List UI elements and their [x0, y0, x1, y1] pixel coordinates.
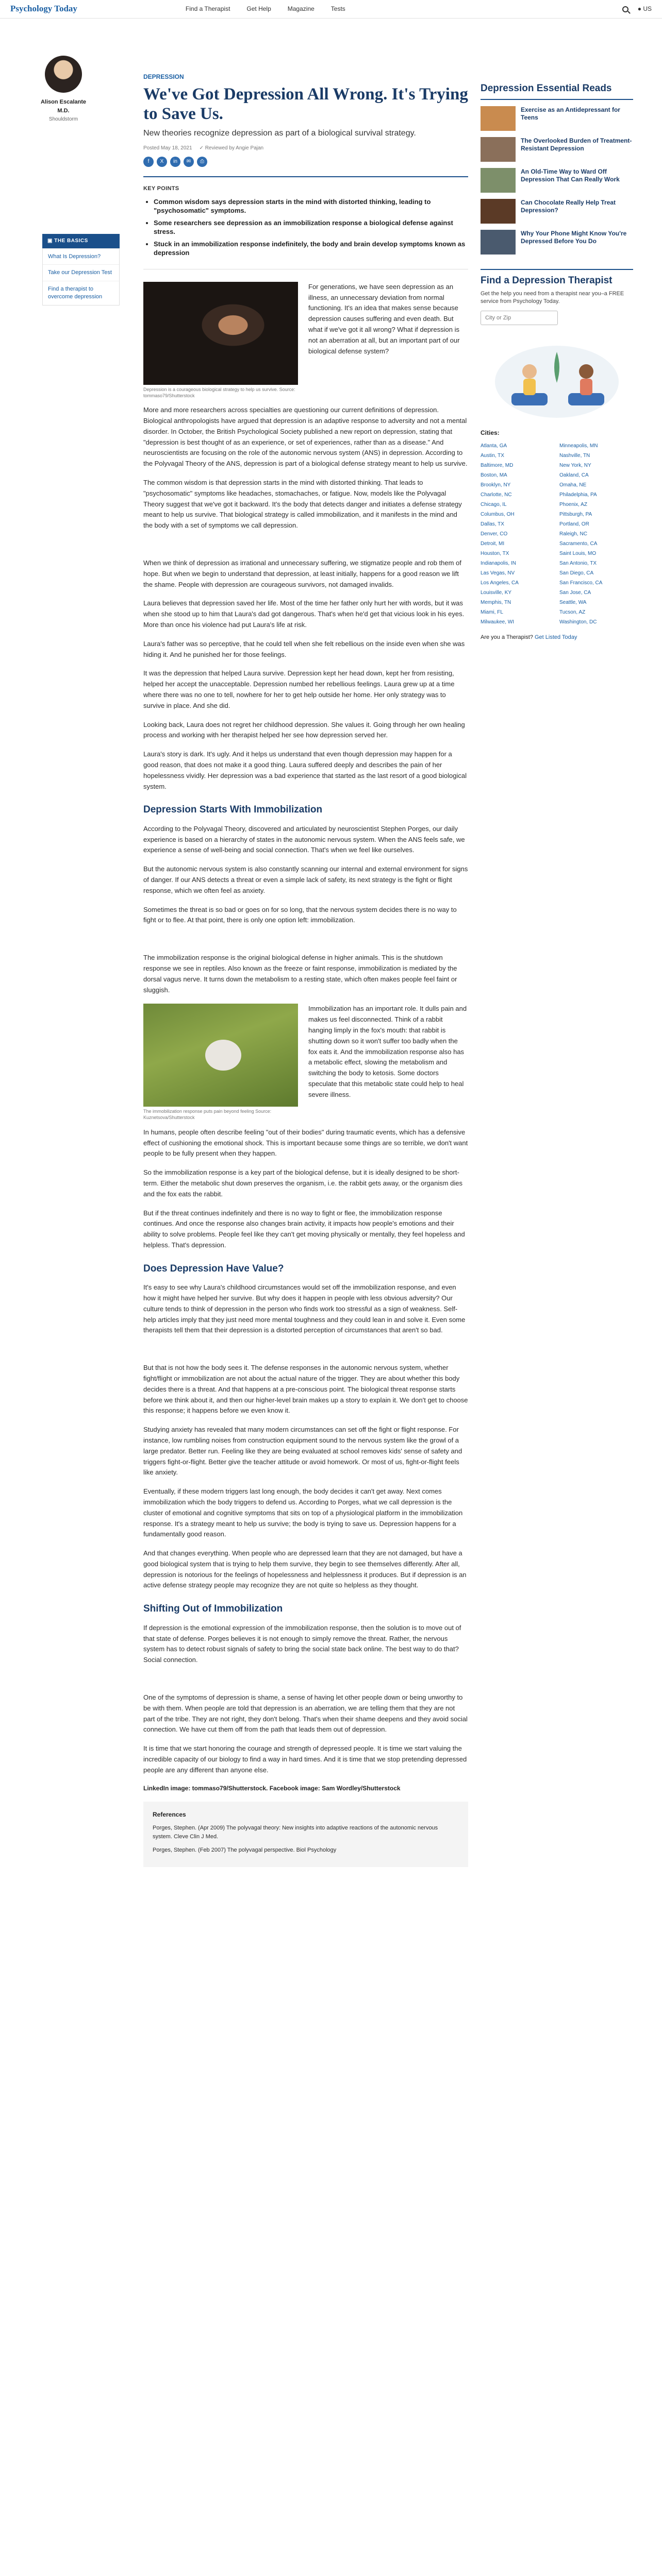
city-link[interactable]: New York, NY	[559, 462, 591, 468]
paragraph: Laura's father was so perceptive, that he could tell when she felt rebellious on the inside even when she was hiding it. And he punished her for those feelings.	[143, 639, 465, 658]
city-zip-input[interactable]	[481, 311, 558, 325]
essential-read-title[interactable]: Exercise as an Antidepressant for Teens	[521, 106, 620, 122]
essential-read-item[interactable]	[481, 230, 633, 255]
basics-links	[42, 248, 120, 306]
paragraph: And that changes everything. When people who are depressed learn that they are not damaged, but have a good biological system that is trying to help them survive, they begin to see themselves differently. After all, depression is notorious for the feelings of hopelessness and helplessness it produces. But if depression is an active defense strategy people may recognize they are not quite so helpless as they thought.	[143, 1549, 467, 1589]
thumbnail-image[interactable]	[481, 168, 516, 193]
paragraph: Immobilization has an important role. It dulls pain and makes us feel disconnected. Think of a rabbit hanging limply in the fox's mouth: that rabbit is shutting down so it won't suffer too badly when the fox eats it. And the immobilization response also has a metabolic effect, slowing the metabolism and switching the body to ketosis. Some doctors speculate that this metabolic state could help to heal severe illness.	[308, 1005, 467, 1098]
sidebar	[481, 82, 633, 642]
city-link[interactable]: Oakland, CA	[559, 472, 589, 478]
section-heading: Does Depression Have Value?	[143, 1263, 284, 1274]
city-link[interactable]: Washington, DC	[559, 619, 597, 625]
city-link[interactable]: Nashville, TN	[559, 452, 590, 459]
main-nav	[186, 4, 345, 14]
city-link[interactable]: Austin, TX	[481, 452, 504, 459]
top-right-controls	[622, 4, 652, 14]
city-link[interactable]: Omaha, NE	[559, 482, 587, 488]
paragraph: It is time that we start honoring the courage and strength of depressed people. It is time we start valuing the incredible capacity of our biology to find a way in hard times. And it is time that we stop pretending depressed people are any different than anyone else.	[143, 1744, 467, 1774]
essential-read-title[interactable]: An Old-Time Way to Ward Off Depression That Can Really Work	[521, 167, 620, 183]
paragraph: One of the symptoms of depression is shame, a sense of having let other people down or being unworthy to be with them. When people are told that depression is an aberration, we are telling them that they are not part of the tribe. They are not right, they don't belong. That's when their shame deepens and they avoid social connection. We have cut them off from the path that leads them out of depression.	[143, 1693, 468, 1734]
author-avatar[interactable]	[45, 56, 82, 93]
section-heading: Depression Starts With Immobilization	[143, 804, 323, 816]
city-link[interactable]: Phoenix, AZ	[559, 501, 587, 507]
basics-link-therapist[interactable]: Find a therapist to overcome depression	[43, 281, 119, 305]
paragraph: Laura believes that depression saved her life. Most of the time her father only hurt her with words, but it was when she stood up to him that Laura's dad got dangerous. That's when he'd get that vicious look in his eyes. More than once his violence had put Laura's life at risk.	[143, 599, 465, 629]
city-link[interactable]: Portland, OR	[559, 521, 589, 527]
linkedin-icon[interactable]: in	[170, 157, 180, 167]
nav-tests[interactable]: Tests	[330, 5, 345, 13]
city-link[interactable]: Atlanta, GA	[481, 443, 507, 449]
essential-read-item[interactable]	[481, 137, 633, 162]
city-link[interactable]: Saint Louis, MO	[559, 550, 597, 556]
paragraph: More and more researchers across specialties are questioning our current definitions of depression. Biological anthropologists have argued that depression is an adaptive response to adversity and not a mental disorder. In October, the British Psychological Society published a new report on depression, stating that "depression is best thought of as an experience, or set of experiences, rather than as a disease." And neuroscientists are focusing on the role of the autonomic nervous system (ANS) in depression. According to the Polyvagal Theory of the ANS, depression is part of a biological defense strategy meant to help us survive.	[143, 406, 468, 468]
therapist-cta-question: Are you a Therapist?	[481, 634, 533, 640]
check-icon: ✓	[199, 145, 204, 151]
article-title: We've Got Depression All Wrong. It's Trying to Save Us.	[143, 84, 468, 123]
city-link[interactable]: Denver, CO	[481, 531, 508, 537]
essential-read-item[interactable]	[481, 106, 633, 131]
key-point: • Some researchers see depression as an immobilization response a biological defense against stress.	[154, 218, 468, 236]
find-therapist-box	[481, 269, 633, 642]
find-therapist-description: Get the help you need from a therapist near you–a FREE service from Psychology Today.	[481, 290, 624, 304]
woman-portrait-image[interactable]	[143, 282, 298, 385]
city-link[interactable]: Detroit, MI	[481, 540, 505, 547]
basics-box	[42, 234, 120, 306]
paragraph: If depression is the emotional expression of the immobilization response, then the solution is to move out of that state of defense. Porges believes it is not enough to simply remove the threat. Rather, the nervous system has to detect robust signals of safety to bring the social state back online. The best way to do that? Social connection.	[143, 1623, 461, 1664]
city-link[interactable]: Baltimore, MD	[481, 462, 514, 468]
paragraph: Studying anxiety has revealed that many modern circumstances can set off the fight or flight response. For instance, low rumbling noises from construction equipment sound to the nervous system like the growl of a large predator. Better run. Feeling like they are being evaluated at school removes kids' sense of safety and triggers fight-or-flight. Better give the teacher attitude or avoid homework. Or most of us, fight-or-flight feels like anxiety.	[143, 1426, 462, 1477]
figure-rabbit	[143, 1004, 298, 1121]
essential-read-item[interactable]	[481, 168, 633, 193]
figure-woman	[143, 282, 298, 399]
essential-read-title[interactable]: Can Chocolate Really Help Treat Depression?	[521, 198, 616, 214]
nav-magazine[interactable]: Magazine	[287, 5, 315, 13]
paragraph: According to the Polyvagal Theory, discovered and articulated by neuroscientist Stephen Porges, our daily experience is based on a hierarchy of states in the autonomic nervous system. When the ANS feels safe, we experience a sense of well-being and social connection. That's when we feel like ourselves.	[143, 824, 465, 854]
city-link[interactable]: Columbus, OH	[481, 511, 515, 517]
city-link[interactable]: Milwaukee, WI	[481, 619, 515, 625]
city-link[interactable]: Charlotte, NC	[481, 492, 512, 498]
references-heading: References	[153, 1811, 186, 1819]
paragraph: In humans, people often describe feeling "out of their bodies" during traumatic events, which has a defensive effect of cushioning the emotional shock. This is important because some things are so terrible, we don't want people to be fully present when they happen.	[143, 1128, 468, 1158]
search-icon[interactable]	[622, 6, 628, 12]
city-link[interactable]: Chicago, IL	[481, 501, 507, 507]
cities-heading: Cities:	[481, 429, 500, 437]
city-link[interactable]: Louisville, KY	[481, 589, 512, 596]
paragraph: It's easy to see why Laura's childhood circumstances would set off the immobilization response, and even how it might have helped her survive. But why does it happen in people with less obvious adversity? Our culture tends to think of depression in the person who finds work too stressful as a sign of weakness. Self-help articles imply that they just need more mental toughness and they could lean in and solve it. Even some therapists tell them that their depression is a distorted perception of circumstances that aren't so bad.	[143, 1283, 466, 1334]
paragraph: But if the threat continues indefinitely and there is no way to fight or flee, the immobilization response continues. And once the response also changes brain activity, it impacts how people's emotions and their ability to solve problems. People feel like they can't get moving physically or mentally, they feel hopeless and helpless. That's depression.	[143, 1209, 465, 1249]
figure-caption: Depression is a courageous biological strategy to help us survive. Source: tommaso79/Shutterstock	[143, 386, 295, 398]
city-link[interactable]: Minneapolis, MN	[559, 443, 598, 449]
review-byline	[200, 144, 264, 152]
essential-read-item[interactable]	[481, 199, 633, 224]
article-subtitle: New theories recognize depression as part of a biological survival strategy.	[143, 129, 416, 138]
find-therapist-title: Find a Depression Therapist	[481, 275, 613, 286]
key-point: • Stuck in an immobilization response indefinitely, the body and brain develop symptoms known as depression	[154, 240, 468, 258]
key-points	[143, 176, 468, 269]
therapy-illustration	[481, 331, 633, 422]
city-link[interactable]: San Jose, CA	[559, 589, 591, 596]
book-icon: ▣	[47, 238, 53, 244]
thumbnail-image[interactable]	[481, 230, 516, 255]
top-navigation	[0, 0, 662, 19]
email-icon[interactable]: ✉	[184, 157, 194, 167]
image-credits: LinkedIn image: tommaso79/Shutterstock. Facebook image: Sam Wordley/Shutterstock	[143, 1785, 401, 1792]
reference-item: Porges, Stephen. (Apr 2009) The polyvagal theory: New insights into adaptive reactions of the autonomic nervous system. Cleve Clin J Med.	[153, 1824, 438, 1840]
facebook-icon[interactable]: f	[143, 157, 154, 167]
paragraph: For generations, we have seen depression as an illness, an unnecessary deviation from normal functioning. It's an idea that makes sense because depression causes suffering and even death. But what if we've got it all wrong? What if depression is not an aberration at all, but an important part of our biological defense system?	[308, 282, 460, 355]
basics-heading-label: THE BASICS	[54, 238, 88, 244]
city-link[interactable]: Memphis, TN	[481, 599, 511, 605]
thumbnail-image[interactable]	[481, 199, 516, 224]
city-link[interactable]: Miami, FL	[481, 609, 503, 615]
article-category[interactable]: DEPRESSION	[143, 73, 184, 80]
references	[143, 1802, 468, 1867]
city-link[interactable]: Dallas, TX	[481, 521, 504, 527]
therapy-illustration-svg	[481, 331, 633, 422]
paragraph: When we think of depression as irrational and unnecessary suffering, we stigmatize people and rob them of hope. But when we begin to understand that depression, at least initially, happens for a good reason we lift the shame. People with depression are courageous survivors, not damaged invalids.	[143, 559, 461, 588]
paragraph: Sometimes the threat is so bad or goes on for so long, that the nervous system decides there is no way to fight or to flee. At that point, there is only one option left: immobilization.	[143, 905, 457, 924]
city-link[interactable]: Pittsburgh, PA	[559, 511, 592, 517]
author-name[interactable]: Alison Escalante M.D.	[40, 99, 87, 114]
city-link[interactable]: Seattle, WA	[559, 599, 587, 605]
nav-find-therapist[interactable]: Find a Therapist	[185, 5, 230, 13]
share-bar	[143, 157, 468, 167]
city-link[interactable]: Indianapolis, IN	[481, 560, 516, 566]
key-points-heading: KEY POINTS	[143, 185, 179, 192]
key-point: • Common wisdom says depression starts in the mind with distorted thinking, leading to "psychosomatic" symptoms.	[154, 197, 468, 215]
city-link[interactable]: Raleigh, NC	[559, 531, 587, 537]
paragraph: The immobilization response is the original biological defense in higher animals. This is the shutdown response we see in reptiles. Also known as the freeze or faint response, immobilization is mediated by the dorsal vagus nerve. It turns down the metabolism to a resting state, which often makes people feel faint or sluggish.	[143, 954, 457, 994]
flag-icon: ●	[637, 5, 641, 13]
rabbit-image[interactable]	[143, 1004, 298, 1107]
author-blog[interactable]: Shouldstorm	[48, 116, 78, 123]
x-icon[interactable]: X	[157, 157, 167, 167]
city-links	[481, 441, 633, 627]
paragraph: Looking back, Laura does not regret her childhood depression. She values it. Going through her own healing process and working with her therapist helped her see how depression served her.	[143, 720, 465, 739]
essential-read-title[interactable]: Why Your Phone Might Know You're Depressed Before You Do	[521, 229, 627, 245]
region-selector[interactable]	[638, 4, 652, 14]
basics-heading	[42, 234, 120, 248]
city-link[interactable]: Brooklyn, NY	[481, 482, 511, 488]
essential-read-title[interactable]: The Overlooked Burden of Treatment-Resistant Depression	[521, 137, 632, 152]
paragraph: It was the depression that helped Laura survive. Depression kept her head down, kept her from resisting, helped her accept the unacceptable. Depression numbed her rebellious feelings. Laura grew up at a time where there was no one to tell, nowhere for her to get help outside her home. Her only strategy was to survive in place. And she did.	[143, 669, 455, 709]
article-meta	[143, 144, 468, 152]
article	[143, 72, 468, 1867]
figure-caption: The immobilization response puts pain beyond feeling Source: Kuznetsova/Shutterstock	[143, 1109, 272, 1121]
section-heading: Shifting Out of Immobilization	[143, 1603, 283, 1615]
paragraph: Laura's story is dark. It's ugly. And it helps us understand that even though depression may happen for a good reason, that does not make it a good thing. Laura suffered deeply and describes the pain of her hopelessness vividly. Her depression was a bad experience that started as the last resort of a good biological system.	[143, 750, 467, 790]
paragraph: The common wisdom is that depression starts in the mind with distorted thinking. That leads to "psychosomatic" symptoms like headaches, stomachaches, or fatigue. Now, models like the Polyvagal Theory suggest that we've got it backward. It's the body that detects danger and initiates a defense strategy meant to help us survive. That biological strategy is called immobilization, and it manifests in the mind and the body with a set of symptoms we call depression.	[143, 479, 462, 530]
site-logo[interactable]: Psychology Today	[10, 4, 77, 14]
basics-link-what-is[interactable]: What Is Depression?	[43, 248, 119, 265]
paragraph: But that is not how the body sees it. The defense responses in the autonomic nervous system, whether fight/flight or immobilization are not about the actual nature of the trigger. They are about whether this body decides there is a threat. And that happens at a pre-conscious point. The biological threat response starts before we think about it, and then our higher-level brain makes up a story to explain it. We don't get to choose this response; it happens before we even know it.	[143, 1364, 468, 1415]
reference-item: Porges, Stephen. (Feb 2007) The polyvagal perspective. Biol Psychology	[153, 1846, 337, 1853]
basics-link-test[interactable]: Take our Depression Test	[43, 264, 119, 281]
city-link[interactable]: Las Vegas, NV	[481, 570, 515, 576]
author-block	[35, 56, 92, 124]
paragraph: Eventually, if these modern triggers last long enough, the body decides it can't get away. Next comes immobilization which the body triggers to defend us. According to Porges, what we call depression is the cluster of emotional and cognitive symptoms that sits on top of a physiological platform in the immobilization response. It's a strategy meant to help us survive; the body is trying to save us. Depression happens for a fundamentally good reason.	[143, 1487, 463, 1538]
reviewer: Reviewed by Angie Pajan	[205, 145, 264, 151]
city-link[interactable]: Philadelphia, PA	[559, 492, 597, 498]
thumbnail-image[interactable]	[481, 137, 516, 162]
city-link[interactable]: Tucson, AZ	[559, 609, 586, 615]
region-label: US	[643, 5, 652, 13]
therapist-cta	[481, 633, 633, 642]
essential-reads-title: Depression Essential Reads	[481, 82, 633, 100]
city-link[interactable]: San Diego, CA	[559, 570, 594, 576]
nav-get-help[interactable]: Get Help	[246, 5, 271, 13]
city-link[interactable]: San Francisco, CA	[559, 580, 603, 586]
print-icon[interactable]: ⎙	[197, 157, 207, 167]
city-link[interactable]: Boston, MA	[481, 472, 507, 478]
get-listed-link[interactable]: Get Listed Today	[534, 634, 577, 640]
paragraph: But the autonomic nervous system is also constantly scanning our internal and external environment for signs of danger. If our ANS detects a threat or even a simple lack of safety, its next strategy is the fight or flight response, which we often feel as anxiety.	[143, 865, 468, 894]
post-date: Posted May 18, 2021	[143, 145, 192, 151]
thumbnail-image[interactable]	[481, 106, 516, 131]
city-link[interactable]: Los Angeles, CA	[481, 580, 519, 586]
city-link[interactable]: Sacramento, CA	[559, 540, 598, 547]
city-link[interactable]: San Antonio, TX	[559, 560, 597, 566]
city-link[interactable]: Houston, TX	[481, 550, 509, 556]
paragraph: So the immobilization response is a key part of the biological defense, but it is ideally designed to be short-term. Either the metabolic shut down preserves the organism, i.e. the rabbit gets away, or the organism dies and the fox eats the rabbit.	[143, 1168, 463, 1198]
